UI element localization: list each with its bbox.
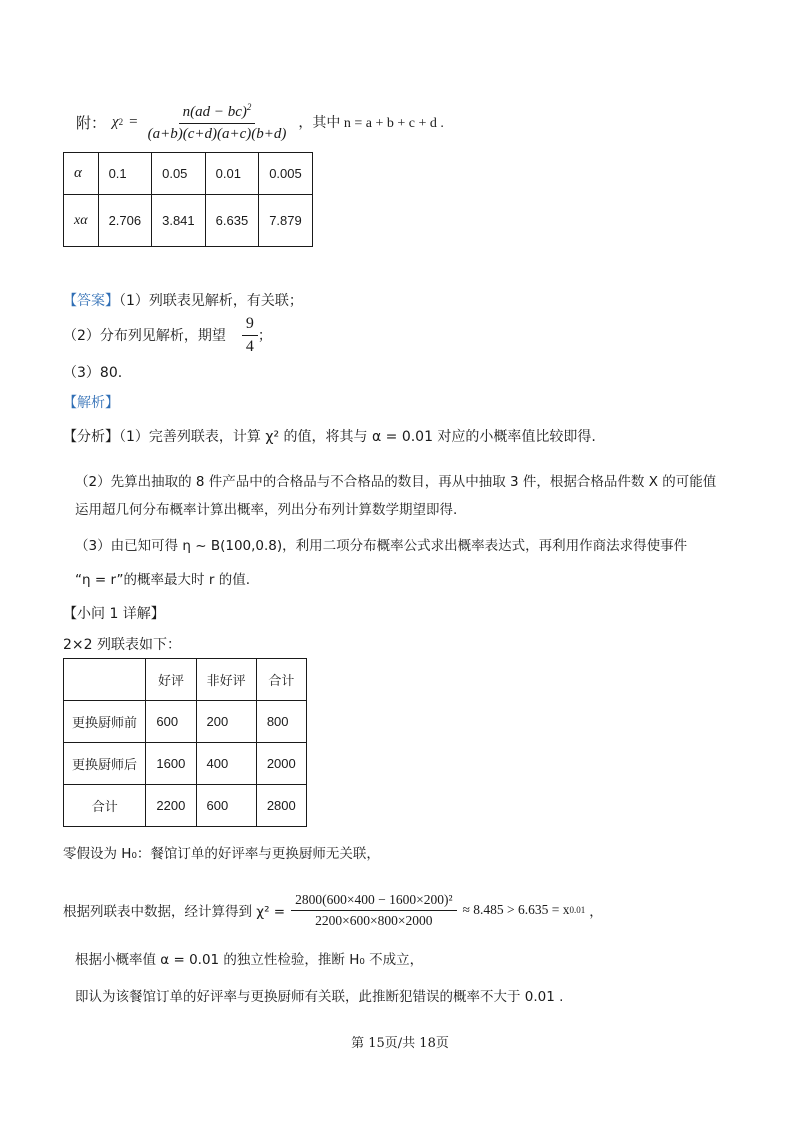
analysis-tag: 【解析】: [63, 395, 119, 411]
chi-square-formula: [76, 96, 444, 148]
answer-tag: 【答案】: [63, 293, 119, 309]
chi-sq: 2: [118, 117, 124, 127]
answer-line-3: （3）80.: [63, 365, 123, 381]
x-alpha-cell: 3.841: [152, 195, 206, 247]
answer-line-2: （2）分布列见解析，期望 $\frac{9}{4}$ ；: [63, 314, 272, 355]
conclusion-line-2: 即认为该餐馆订单的好评率与更换厨师有关联，此推断犯错误的概率不大于 0.01 .: [75, 989, 564, 1005]
chi-square-calculation: 根据列联表中数据，经计算得到 χ² = $\frac{\text{2800(600×400 − 1600×200)²}}{2200\times 600\times 800\times 2000}$ ≈ 8.485 > 6.635 = x 0.01 ，: [63, 891, 603, 928]
formula-fraction: [144, 102, 291, 143]
analysis-line-1: 【分析】（1）完善列联表，计算 χ² 的值，将其与 α = 0.01 对应的小概率值比较即得.: [63, 429, 596, 445]
formula-eq: =: [129, 113, 138, 130]
analysis-line-3a: （3）由已知可得 η ~ B(100,0.8)，利用二项分布概率公式求出概率表达式，再利用作商法求得使事件: [75, 538, 688, 554]
null-hypothesis: 零假设为 H₀：餐馆订单的好评率与更换厨师无关联，: [63, 846, 380, 862]
x-alpha-cell: 6.635: [205, 195, 259, 247]
x-alpha-cell: 2.706: [98, 195, 152, 247]
alpha-cell: 0.1: [98, 153, 152, 195]
analysis-line-3b: “η = r”的概率最大时 r 的值.: [75, 572, 250, 588]
table-header-cell: [64, 659, 146, 701]
alpha-cell: 0.05: [152, 153, 206, 195]
alpha-cell: 0.01: [205, 153, 259, 195]
conclusion-line-1: 根据小概率值 α = 0.01 的独立性检验，推断 H₀ 不成立，: [75, 952, 424, 968]
formula-numerator: n(ad − bc): [182, 103, 247, 120]
x-alpha-cell: 7.879: [259, 195, 313, 247]
contingency-table: [63, 658, 307, 827]
analysis-line-2a: （2）先算出抽取的 8 件产品中的合格品与不合格品的数目，再从中抽取 3 件，根据合格品件数 X 的可能值: [75, 474, 717, 490]
table-intro: 2×2 列联表如下：: [63, 637, 181, 653]
formula-denominator: (a+b)(c+d)(a+c)(b+d): [147, 125, 287, 142]
page-footer: 第 15页/共 18页: [351, 1036, 449, 1051]
formula-num-sq: 2: [246, 101, 252, 112]
alpha-label: α: [64, 153, 99, 195]
table-row: 合计 2200 600 2800: [64, 785, 307, 827]
alpha-cell: 0.005: [259, 153, 313, 195]
table-header-cell: 非好评: [196, 659, 256, 701]
calc-fraction: $\frac{\text{2800(600×400 − 1600×200)²}}{2200\times 600\times 800\times 2000}$: [291, 892, 456, 929]
table-header-cell: 好评: [146, 659, 196, 701]
formula-where: ，其中 n = a + b + c + d .: [298, 116, 444, 131]
answer-line-1: 【答案】（1）列联表见解析，有关联；: [63, 293, 303, 309]
x-alpha-label: xα: [64, 195, 99, 247]
alpha-critical-value-table: [63, 152, 313, 247]
table-row: 更换厨师后 1600 400 2000: [64, 743, 307, 785]
chi-symbol: χ: [112, 113, 119, 130]
analysis-line-2b: 运用超几何分布概率计算出概率，列出分布列计算数学期望即得.: [75, 502, 458, 518]
expectation-fraction: $\frac{9}{4}$: [242, 315, 258, 356]
sub-question-1-title: 【小问 1 详解】: [63, 606, 165, 622]
formula-prefix: 附：: [76, 113, 107, 132]
table-header-cell: 合计: [256, 659, 306, 701]
table-row: 更换厨师前 600 200 800: [64, 701, 307, 743]
